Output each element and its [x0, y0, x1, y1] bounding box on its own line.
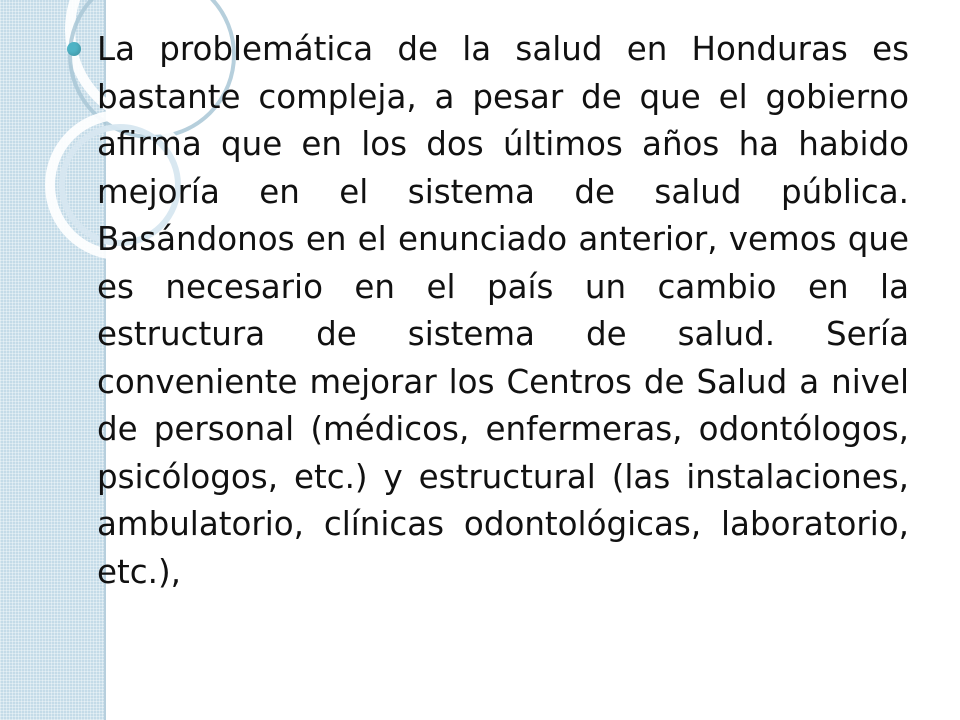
bullet-dot [67, 42, 81, 56]
main-paragraph: La problemática de la salud en Honduras es bastante compleja, a pesar de que el gobierno afirma que en los dos últimos años ha habido mejoría en el sistema de salud pública. Basándonos en el enunciado anterior, vemos que es necesario en el país un cambio en la estructura de sistema de salud. Sería conveniente mejorar los Centros de Salud a nivel de personal (médicos, enfermeras, odontólogos, psicólogos, etc.) y estructural (las instalaciones, ambulatorio, clínicas odontológicas, laboratorio, etc.), [97, 30, 909, 591]
left-decorative-panel [0, 0, 106, 720]
